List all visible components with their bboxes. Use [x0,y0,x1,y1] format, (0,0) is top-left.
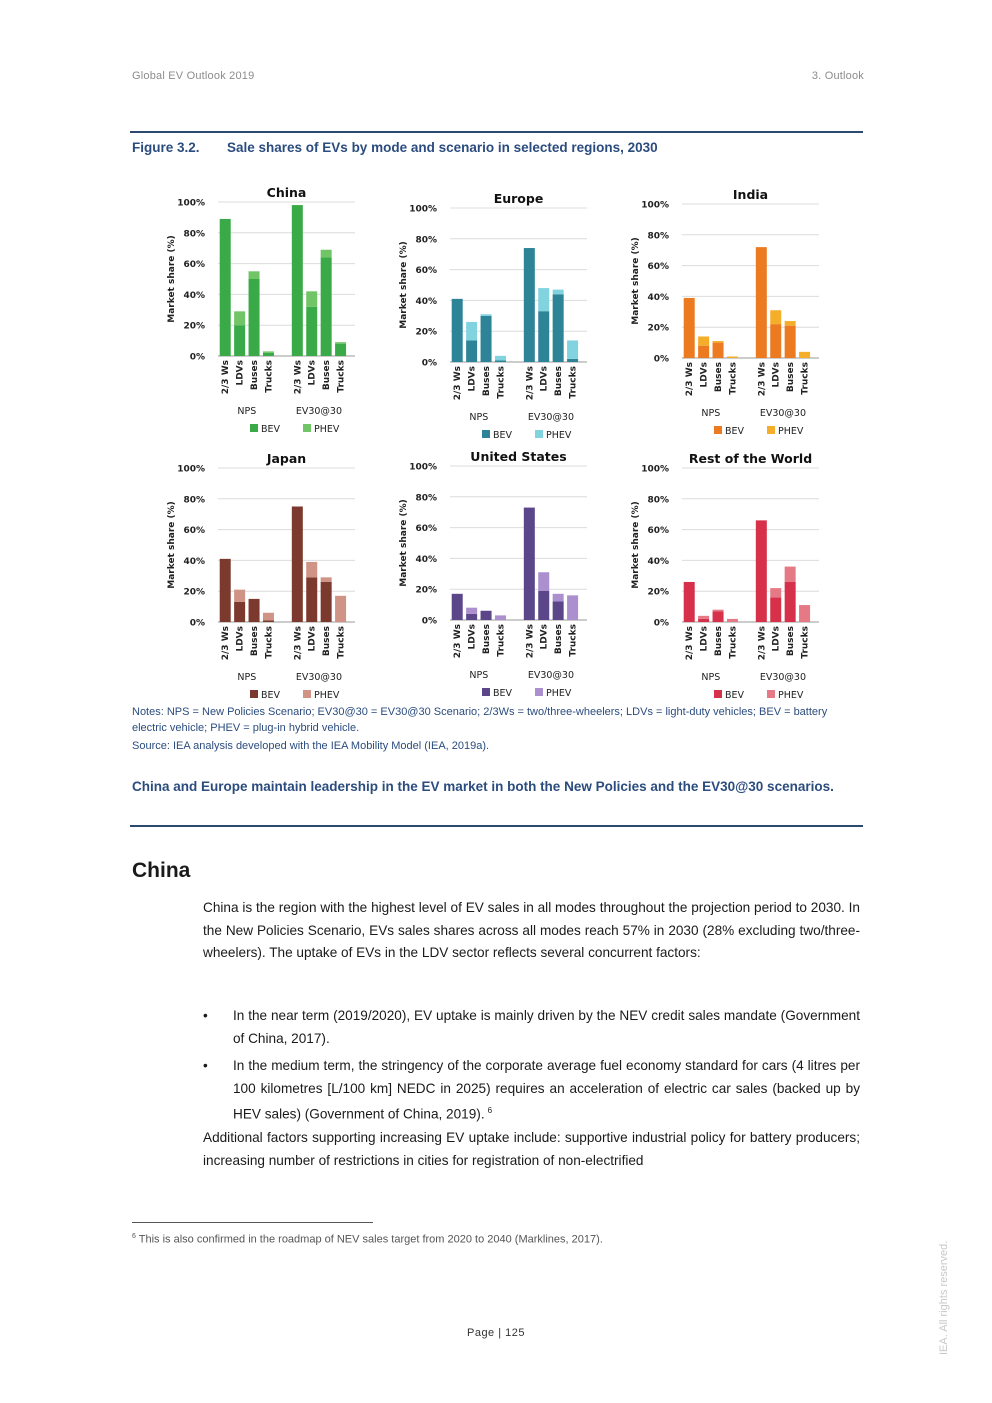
bar-bev [524,248,535,362]
category-tick-label: 2/3 Ws [293,626,304,661]
y-tick-label: 100% [409,204,437,215]
y-axis-label: Market share (%) [167,501,177,589]
bar-bev [553,602,564,620]
category-tick-label: 2/3 Ws [757,362,768,397]
bar-phev [321,577,332,582]
y-tick-label: 60% [415,266,437,277]
category-tick-label: 2/3 Ws [757,626,768,661]
legend-swatch-bev [250,424,258,432]
category-tick-label: LDVs [235,626,246,652]
legend-label-phev: PHEV [546,688,572,699]
bar-bev [698,619,709,622]
category-tick-label: 2/3 Ws [293,360,304,395]
category-tick-label: 2/3 Ws [453,624,464,659]
y-tick-label: 100% [641,200,669,211]
bar-bev [452,594,463,620]
category-tick-label: 2/3 Ws [525,366,536,401]
bar-bev [713,611,724,622]
bar-phev [335,342,346,344]
bar-bev [495,360,506,362]
figure-top-rule [130,131,863,133]
y-tick-label: 80% [183,495,205,506]
y-tick-label: 100% [177,464,205,475]
bar-bev [292,507,303,623]
bar-bev [321,582,332,622]
y-tick-label: 20% [183,321,205,332]
bar-bev [220,219,231,356]
y-tick-label: 60% [415,524,437,535]
y-tick-label: 60% [183,260,205,271]
bar-phev [567,340,578,358]
bar-bev [684,298,695,358]
category-tick-label: Buses [714,362,725,393]
category-tick-label: LDVs [771,362,782,388]
category-tick-label: 2/3 Ws [221,360,232,395]
bar-bev [481,316,492,362]
legend-label-bev: BEV [725,690,745,700]
bar-bev [220,559,231,622]
category-tick-label: 2/3 Ws [685,362,696,397]
chart-area [130,175,870,700]
y-tick-label: 80% [647,231,669,242]
bar-phev [713,610,724,612]
category-tick-label: Trucks [800,626,811,659]
category-tick-label: LDVs [699,626,710,652]
category-tick-label: LDVs [539,624,550,650]
category-tick-label: Trucks [568,624,579,657]
bar-phev [234,590,245,602]
category-tick-label: Buses [482,366,493,397]
bar-phev [567,595,578,620]
bar-bev [452,299,463,362]
footnote [132,1233,603,1246]
figure-caption: Sale shares of EVs by mode and scenario in selected regions, 2030 [227,140,658,155]
bar-bev [481,611,492,620]
y-tick-label: 0% [421,358,437,369]
y-axis-label: Market share (%) [631,237,641,325]
y-tick-label: 0% [189,352,205,363]
bar-bev [234,602,245,622]
bar-phev [799,352,810,358]
bar-phev [799,605,810,622]
category-tick-label: Buses [714,626,725,657]
running-header-left: Global EV Outlook 2019 [132,70,255,82]
category-tick-label: LDVs [771,626,782,652]
scenario-label-ev3030: EV30@30 [295,672,343,683]
bar-phev [466,322,477,340]
legend-swatch-bev [714,690,722,698]
bar-bev [263,353,274,356]
bar-phev [249,271,260,279]
bar-phev [538,288,549,311]
legend-swatch-bev [482,430,490,438]
scenario-label-ev3030: EV30@30 [527,412,575,423]
category-tick-label: Buses [482,624,493,655]
bar-bev [249,279,260,356]
bar-bev [538,311,549,362]
key-message: China and Europe maintain leadership in the EV market in both the New Policies and the EV30@30 scenarios. [132,779,834,794]
legend-swatch-bev [482,688,490,696]
legend-label-bev: BEV [261,424,281,435]
y-tick-label: 20% [647,323,669,334]
scenario-label-nps: NPS [237,672,257,683]
footnote-rule [132,1222,373,1223]
legend-label-phev: PHEV [778,690,804,700]
y-tick-label: 20% [183,587,205,598]
bar-bev [466,340,477,362]
category-tick-label: Buses [554,624,565,655]
legend-label-phev: PHEV [314,690,340,700]
category-tick-label: 2/3 Ws [221,626,232,661]
category-tick-label: 2/3 Ws [685,626,696,661]
paragraph-2: Additional factors supporting increasing EV uptake include: supportive industrial policy for battery producers; increasing number of restrictions in cities for registration of non-electrified [203,1130,860,1168]
bar-phev [553,594,564,602]
bar-phev [481,314,492,316]
bar-phev [770,588,781,597]
category-tick-label: LDVs [467,624,478,650]
category-tick-label: Trucks [496,624,507,657]
scenario-label-nps: NPS [701,408,721,419]
footnote-text: This is also confirmed in the roadmap of NEV sales target from 2020 to 2040 (Marklines, 2017). [138,1233,603,1246]
category-tick-label: 2/3 Ws [525,624,536,659]
category-tick-label: LDVs [699,362,710,388]
bar-phev [713,341,724,343]
scenario-label-nps: NPS [701,672,721,683]
bar-bev [292,205,303,356]
key-message-rule [130,825,863,827]
category-tick-label: Trucks [728,362,739,395]
category-tick-label: Trucks [568,366,579,399]
bar-bev [249,599,260,622]
bar-bev [335,344,346,356]
y-tick-label: 0% [421,616,437,627]
figure-source: Source: IEA analysis developed with the IEA Mobility Model (IEA, 2019a). [132,740,490,752]
panel-title: China [266,185,307,200]
bar-bev [263,620,274,622]
y-tick-label: 40% [647,556,669,567]
bar-bev [524,508,535,620]
y-tick-label: 0% [653,354,669,365]
bar-phev [321,250,332,258]
bar-phev [785,567,796,582]
running-header-right: 3. Outlook [811,70,864,82]
category-tick-label: 2/3 Ws [453,366,464,401]
paragraph-1: China is the region with the highest level of EV sales in all modes throughout the projection period to 2030. In the New Policies Scenario, EVs sales shares across all modes reach 57% in 2030 (28% excluding two/three-wheelers). The uptake of EVs in the LDV sector reflects several concurrent factors: [203,900,860,961]
category-tick-label: Trucks [336,626,347,659]
y-tick-label: 40% [415,554,437,565]
legend-label-phev: PHEV [546,430,572,441]
bar-bev [785,582,796,622]
bar-phev [698,336,709,345]
scenario-label-ev3030: EV30@30 [759,408,807,419]
bar-phev [698,616,709,619]
y-tick-label: 20% [415,585,437,596]
y-tick-label: 80% [415,493,437,504]
bar-bev [698,346,709,358]
scenario-label-ev3030: EV30@30 [527,670,575,681]
bullet-1 [203,1005,860,1050]
bar-bev [538,591,549,620]
category-tick-label: Trucks [336,360,347,393]
bar-phev [553,290,564,295]
bar-phev [335,596,346,622]
bar-bev [684,582,695,622]
category-tick-label: Trucks [800,362,811,395]
legend-label-phev: PHEV [778,426,804,437]
section-title: China [132,859,191,882]
category-tick-label: Buses [554,366,565,397]
y-tick-label: 0% [653,618,669,629]
bar-phev [263,351,274,353]
scenario-label-nps: NPS [469,412,489,423]
bar-phev [785,321,796,326]
category-tick-label: Trucks [496,366,507,399]
bar-phev [466,608,477,614]
panel-title: Europe [493,191,544,206]
category-tick-label: Trucks [264,360,275,393]
bullet-text [233,1055,860,1126]
y-tick-label: 60% [647,526,669,537]
category-tick-label: Buses [322,360,333,391]
legend-label-phev: PHEV [314,424,340,435]
y-tick-label: 80% [183,229,205,240]
bullet-dot: • [203,1058,208,1073]
panel-title: Rest of the World [688,451,813,466]
bar-phev [727,619,738,622]
y-axis-label: Market share (%) [167,235,177,323]
category-tick-label: LDVs [539,366,550,392]
category-tick-label: LDVs [467,366,478,392]
legend-swatch-phev [535,688,543,696]
bar-phev [495,615,506,620]
y-tick-label: 100% [409,462,437,473]
legend-label-bev: BEV [493,430,513,441]
scenario-label-ev3030: EV30@30 [759,672,807,683]
y-tick-label: 40% [183,556,205,567]
bar-phev [263,613,274,621]
bar-bev [713,343,724,358]
footnote-ref: 6 [487,1106,493,1116]
y-tick-label: 20% [415,327,437,338]
rights-notice: IEA. All rights reserved. [938,1240,950,1355]
legend-label-bev: BEV [261,690,281,700]
y-tick-label: 40% [647,292,669,303]
bar-bev [756,247,767,358]
legend-swatch-phev [303,424,311,432]
y-axis-label: Market share (%) [399,499,409,587]
category-tick-label: Buses [322,626,333,657]
figure-notes: Notes: NPS = New Policies Scenario; EV30@30 = EV30@30 Scenario; 2/3Ws = two/three-wheelers; LDVs = light-duty vehicles; BEV = battery electric vehicle; PHEV = plug-in hybrid vehicle. [132,706,828,734]
bar-phev [538,572,549,590]
bar-phev [234,311,245,325]
bar-bev [785,326,796,358]
y-tick-label: 40% [415,296,437,307]
legend-swatch-phev [535,430,543,438]
category-tick-label: Buses [786,362,797,393]
charts-svg [130,175,870,700]
bar-bev [770,324,781,358]
bar-bev [306,307,317,356]
figure-title [132,140,658,155]
category-tick-label: Buses [250,360,261,391]
legend-label-bev: BEV [725,426,745,437]
bar-bev [756,520,767,622]
category-tick-label: Trucks [728,626,739,659]
y-tick-label: 20% [647,587,669,598]
bar-bev [567,359,578,362]
panel-title: United States [470,449,567,464]
legend-swatch-bev [250,690,258,698]
bar-phev [727,356,738,358]
bullet-text-body: In the medium term, the stringency of the corporate average fuel economy standard for cars (4 litres per 100 kilometres [L/100 km] NEDC in 2025) requires an acceleration of electric car sales (backed up by HEV sales) (Government of China, 2019). [233,1058,860,1122]
footnote-marker: 6 [132,1233,136,1240]
category-tick-label: LDVs [307,626,318,652]
bar-phev [770,310,781,324]
category-tick-label: Buses [786,626,797,657]
page-number: Page | 125 [466,1327,525,1339]
category-tick-label: Buses [250,626,261,657]
panel-title: Japan [266,451,307,466]
y-tick-label: 80% [647,495,669,506]
bar-bev [306,577,317,622]
y-tick-label: 60% [183,526,205,537]
bar-bev [234,325,245,356]
legend-label-bev: BEV [493,688,513,699]
legend-swatch-phev [767,690,775,698]
figure-number: Figure 3.2. [132,140,200,155]
y-axis-label: Market share (%) [631,501,641,589]
legend-swatch-bev [714,426,722,434]
scenario-label-nps: NPS [237,406,257,417]
y-tick-label: 0% [189,618,205,629]
y-tick-label: 100% [641,464,669,475]
legend-swatch-phev [303,690,311,698]
bar-phev [306,562,317,577]
panel-title: India [732,187,769,202]
category-tick-label: LDVs [307,360,318,386]
legend-swatch-phev [767,426,775,434]
bullet-text: In the near term (2019/2020), EV uptake is mainly driven by the NEV credit sales mandate (Government of China, 2017). [233,1008,860,1046]
y-axis-label: Market share (%) [399,241,409,329]
scenario-label-ev3030: EV30@30 [295,406,343,417]
category-tick-label: LDVs [235,360,246,386]
bar-phev [495,356,506,361]
bullet-dot: • [203,1008,208,1023]
scenario-label-nps: NPS [469,670,489,681]
bar-bev [553,294,564,362]
bar-phev [306,291,317,306]
y-tick-label: 80% [415,235,437,246]
category-tick-label: Trucks [264,626,275,659]
y-tick-label: 40% [183,290,205,301]
y-tick-label: 60% [647,262,669,273]
bar-bev [466,614,477,620]
y-tick-label: 100% [177,198,205,209]
bar-bev [770,597,781,622]
bullet-2 [203,1055,860,1126]
bar-bev [321,257,332,356]
